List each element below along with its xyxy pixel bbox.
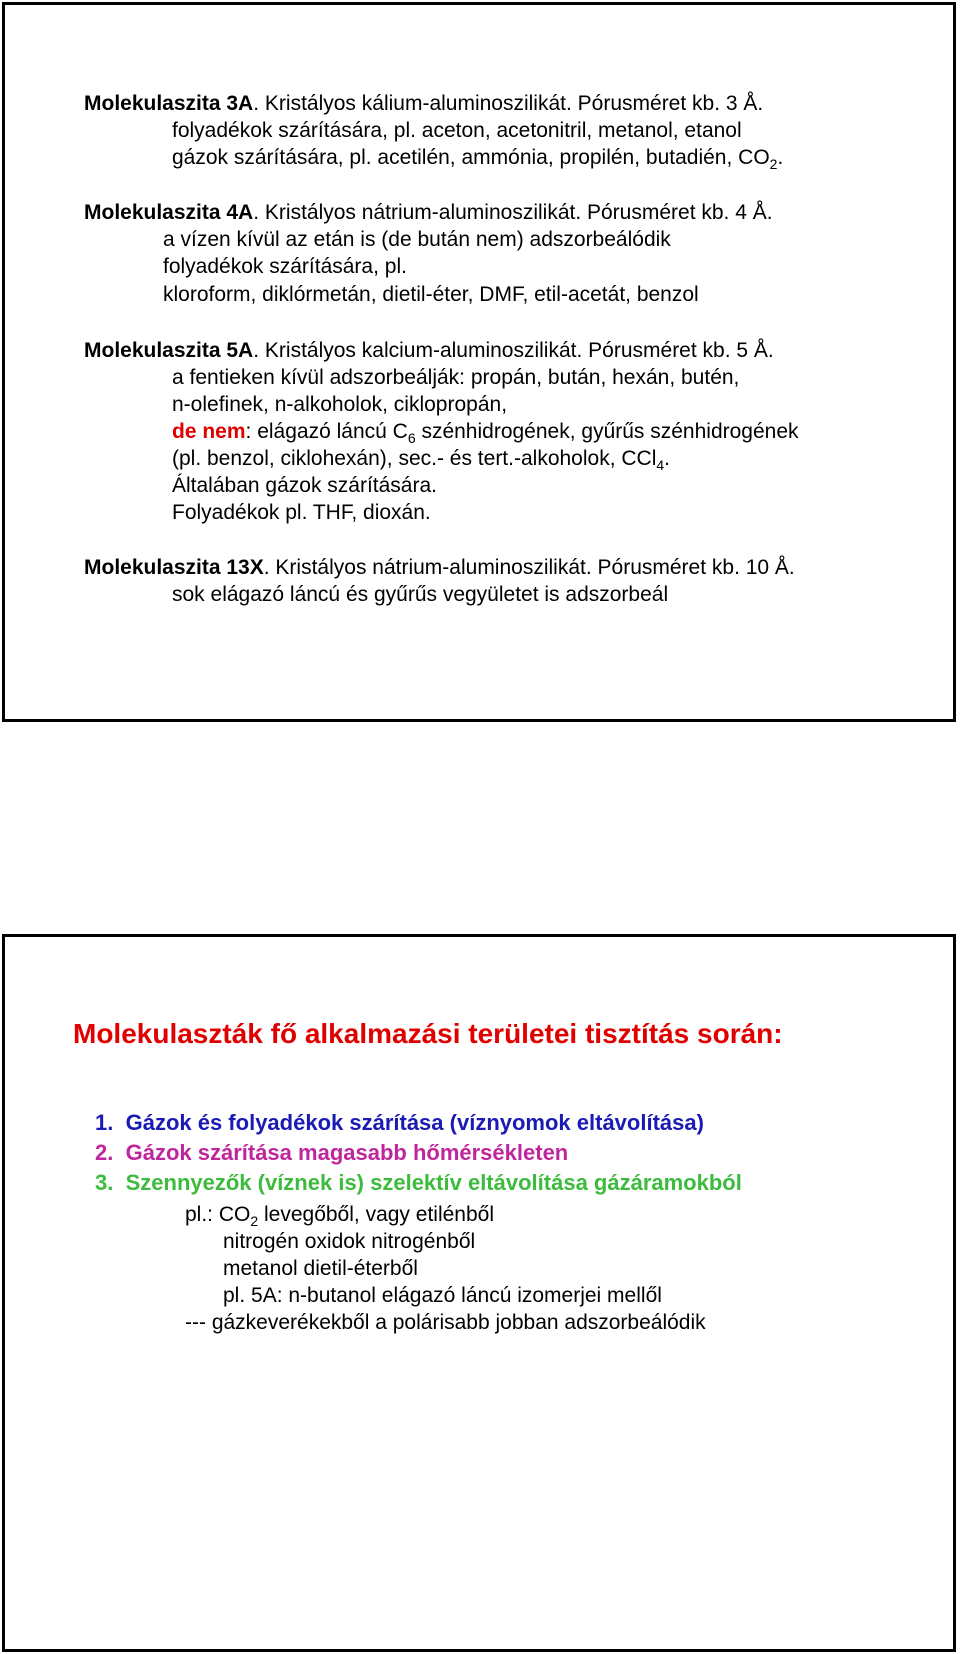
item-text: Gázok szárítása magasabb hőmérsékleten	[125, 1140, 569, 1165]
example-line-1	[185, 1202, 494, 1228]
sieve-5a-line-3-text: : elágazó láncú C	[245, 420, 408, 443]
sieve-13x-desc: . Kristályos nátrium-aluminoszilikát. Pórusméret kb. 10 Å.	[263, 556, 795, 579]
sieve-4a-heading	[84, 200, 773, 226]
sieve-3a-line-2	[172, 145, 783, 171]
item-number: 2.	[95, 1140, 114, 1165]
applications-title: Molekulaszták fő alkalmazási területei tisztítás során:	[73, 1018, 783, 1049]
sieve-13x-heading	[84, 555, 795, 581]
sieve-5a-line-4-text: (pl. benzol, ciklohexán), sec.- és tert.-alkoholok, CCl	[172, 447, 657, 470]
example-text: pl.: CO	[185, 1203, 251, 1226]
sieve-3a-line-2-text: gázok szárítására, pl. acetilén, ammónia, propilén, butadién, CO	[172, 146, 770, 169]
sieve-13x-name: Molekulaszita 13X	[84, 556, 264, 579]
subscript: 6	[407, 430, 416, 446]
sieve-4a-line-1: a vízen kívül az etán is (de bután nem) adszorbeálódik	[163, 228, 671, 251]
sieve-4a-desc: . Kristályos nátrium-aluminoszilikát. Pórusméret kb. 4 Å.	[253, 201, 773, 224]
slide-applications	[2, 934, 956, 1652]
exception-label: de nem	[172, 420, 246, 443]
application-item-3	[95, 1170, 742, 1196]
subscript: 4	[656, 457, 665, 473]
sieve-5a-line-3	[172, 419, 799, 445]
sieve-5a-heading	[84, 338, 774, 364]
sieve-3a-heading	[84, 91, 763, 117]
application-item-1	[95, 1110, 704, 1136]
sieve-5a-line-3-end: szénhidrogének, gyűrűs szénhidrogének	[415, 420, 799, 443]
sieve-13x-line-1: sok elágazó láncú és gyűrűs vegyületet is adszorbeál	[172, 583, 669, 606]
item-number: 3.	[95, 1170, 114, 1195]
sieve-5a-name: Molekulaszita 5A	[84, 339, 254, 362]
example-line-3: metanol dietil-éterből	[223, 1257, 418, 1280]
sieve-3a-line-2-end: .	[777, 146, 784, 169]
sieve-5a-desc: . Kristályos kalcium-aluminoszilikát. Pórusméret kb. 5 Å.	[253, 339, 774, 362]
sieve-3a-name: Molekulaszita 3A	[84, 92, 254, 115]
sieve-5a-line-2: n-olefinek, n-alkoholok, ciklopropán,	[172, 393, 508, 416]
example-line-5: --- gázkeverékekből a polárisabb jobban adszorbeálódik	[185, 1311, 706, 1334]
sieve-5a-line-4-end: .	[664, 447, 671, 470]
subscript: 2	[769, 156, 778, 172]
sieve-3a-line-1: folyadékok szárítására, pl. aceton, acetonitril, metanol, etanol	[172, 119, 742, 142]
example-line-2: nitrogén oxidok nitrogénből	[223, 1230, 476, 1253]
sieve-3a-desc: . Kristályos kálium-aluminoszilikát. Pórusméret kb. 3 Å.	[253, 92, 764, 115]
sieve-4a-name: Molekulaszita 4A	[84, 201, 254, 224]
item-text: Gázok és folyadékok szárítása (víznyomok eltávolítása)	[125, 1110, 704, 1135]
sieve-4a-line-3: kloroform, diklórmetán, dietil-éter, DMF, etil-acetát, benzol	[163, 283, 699, 306]
sieve-5a-line-1: a fentieken kívül adszorbeálják: propán, bután, hexán, butén,	[172, 366, 740, 389]
subscript: 2	[250, 1213, 259, 1229]
sieve-5a-line-6: Folyadékok pl. THF, dioxán.	[172, 501, 431, 524]
sieve-5a-line-5: Általában gázok szárítására.	[172, 474, 437, 497]
slide-molecular-sieve-types	[2, 2, 956, 722]
item-number: 1.	[95, 1110, 114, 1135]
example-line-4: pl. 5A: n-butanol elágazó láncú izomerjei mellől	[223, 1284, 662, 1307]
example-text-end: levegőből, vagy etilénből	[258, 1203, 494, 1226]
sieve-4a-line-2: folyadékok szárítására, pl.	[163, 255, 407, 278]
item-text: Szennyezők (víznek is) szelektív eltávolítása gázáramokból	[125, 1170, 742, 1195]
application-item-2	[95, 1140, 568, 1166]
sieve-5a-line-4	[172, 446, 670, 472]
